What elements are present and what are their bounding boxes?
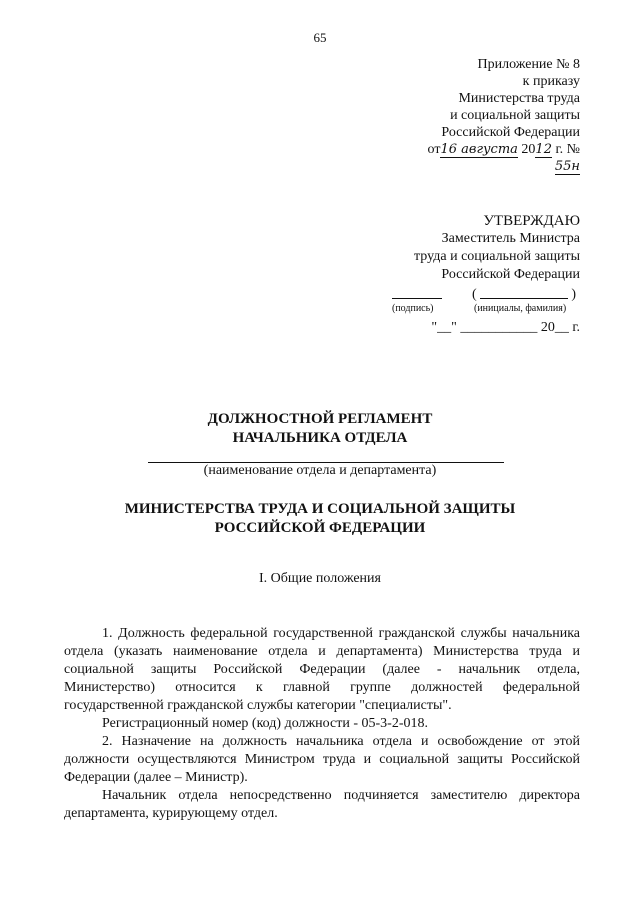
appendix-line-5: Российской Федерации xyxy=(441,125,580,140)
date-prefix: от xyxy=(427,142,441,157)
appendix-line-2: к приказу xyxy=(522,74,580,89)
document-title xyxy=(0,410,640,448)
approval-line-3: Российской Федерации xyxy=(441,267,580,282)
paragraph: 1. Должность федеральной государственной гражданской службы начальника отдела (указать наименование отдела и департамента) Министерства труда и социальной защиты Российской Федерации (далее - начальник отдела, Министерство) относится к главной группе должностей федеральной государственной гражданской службы категории "специалисты". xyxy=(64,626,580,713)
appendix-block xyxy=(400,56,580,175)
handwritten-year: 12 xyxy=(535,142,552,157)
name-caption: (инициалы, фамилия) xyxy=(474,303,567,314)
approval-date-line: "__" ___________ 20__ г. xyxy=(431,320,580,335)
approval-heading: УТВЕРЖДАЮ xyxy=(483,213,580,229)
appendix-line-4: и социальной защиты xyxy=(450,108,580,123)
name-brackets xyxy=(472,287,576,303)
ministry-line-2: РОССИЙСКОЙ ФЕДЕРАЦИИ xyxy=(214,520,426,536)
name-line xyxy=(480,298,568,299)
approval-line-2: труда и социальной защиты xyxy=(414,249,580,264)
handwritten-date: 16 августа xyxy=(440,142,518,157)
paren-open: ( xyxy=(472,287,477,302)
paragraph: Регистрационный номер (код) должности - 05-3-2-018. xyxy=(102,716,428,731)
signature-caption: (подпись) xyxy=(392,303,434,314)
ministry-title xyxy=(0,500,640,538)
department-caption: (наименование отдела и департамента) xyxy=(203,463,437,478)
paragraph: 2. Назначение на должность начальника отдела и освобождение от этой должности осуществляются Министром труда и социальной защиты Российской Федерации (далее – Министр). xyxy=(64,734,580,785)
number-prefix: г. № xyxy=(555,142,580,157)
section-title: I. Общие положения xyxy=(259,571,381,586)
paren-close: ) xyxy=(571,287,576,302)
signature-line xyxy=(392,298,442,299)
ministry-line-1: МИНИСТЕРСТВА ТРУДА И СОЦИАЛЬНОЙ ЗАЩИТЫ xyxy=(124,501,516,517)
body-text xyxy=(64,625,580,823)
title-line-2: НАЧАЛЬНИКА ОТДЕЛА xyxy=(232,430,408,446)
title-line-1: ДОЛЖНОСТНОЙ РЕГЛАМЕНТ xyxy=(207,411,433,427)
paragraph: Начальник отдела непосредственно подчиняется заместителю директора департамента, курирующему отдел. xyxy=(64,788,580,821)
order-date-line xyxy=(400,141,580,175)
year-prefix: 20 xyxy=(521,142,536,157)
page-number: 65 xyxy=(313,30,327,45)
appendix-line-1: Приложение № 8 xyxy=(477,57,580,72)
approval-block xyxy=(360,212,580,284)
handwritten-order-number: 55н xyxy=(554,159,580,174)
appendix-line-3: Министерства труда xyxy=(458,91,580,106)
approval-line-1: Заместитель Министра xyxy=(441,231,580,246)
